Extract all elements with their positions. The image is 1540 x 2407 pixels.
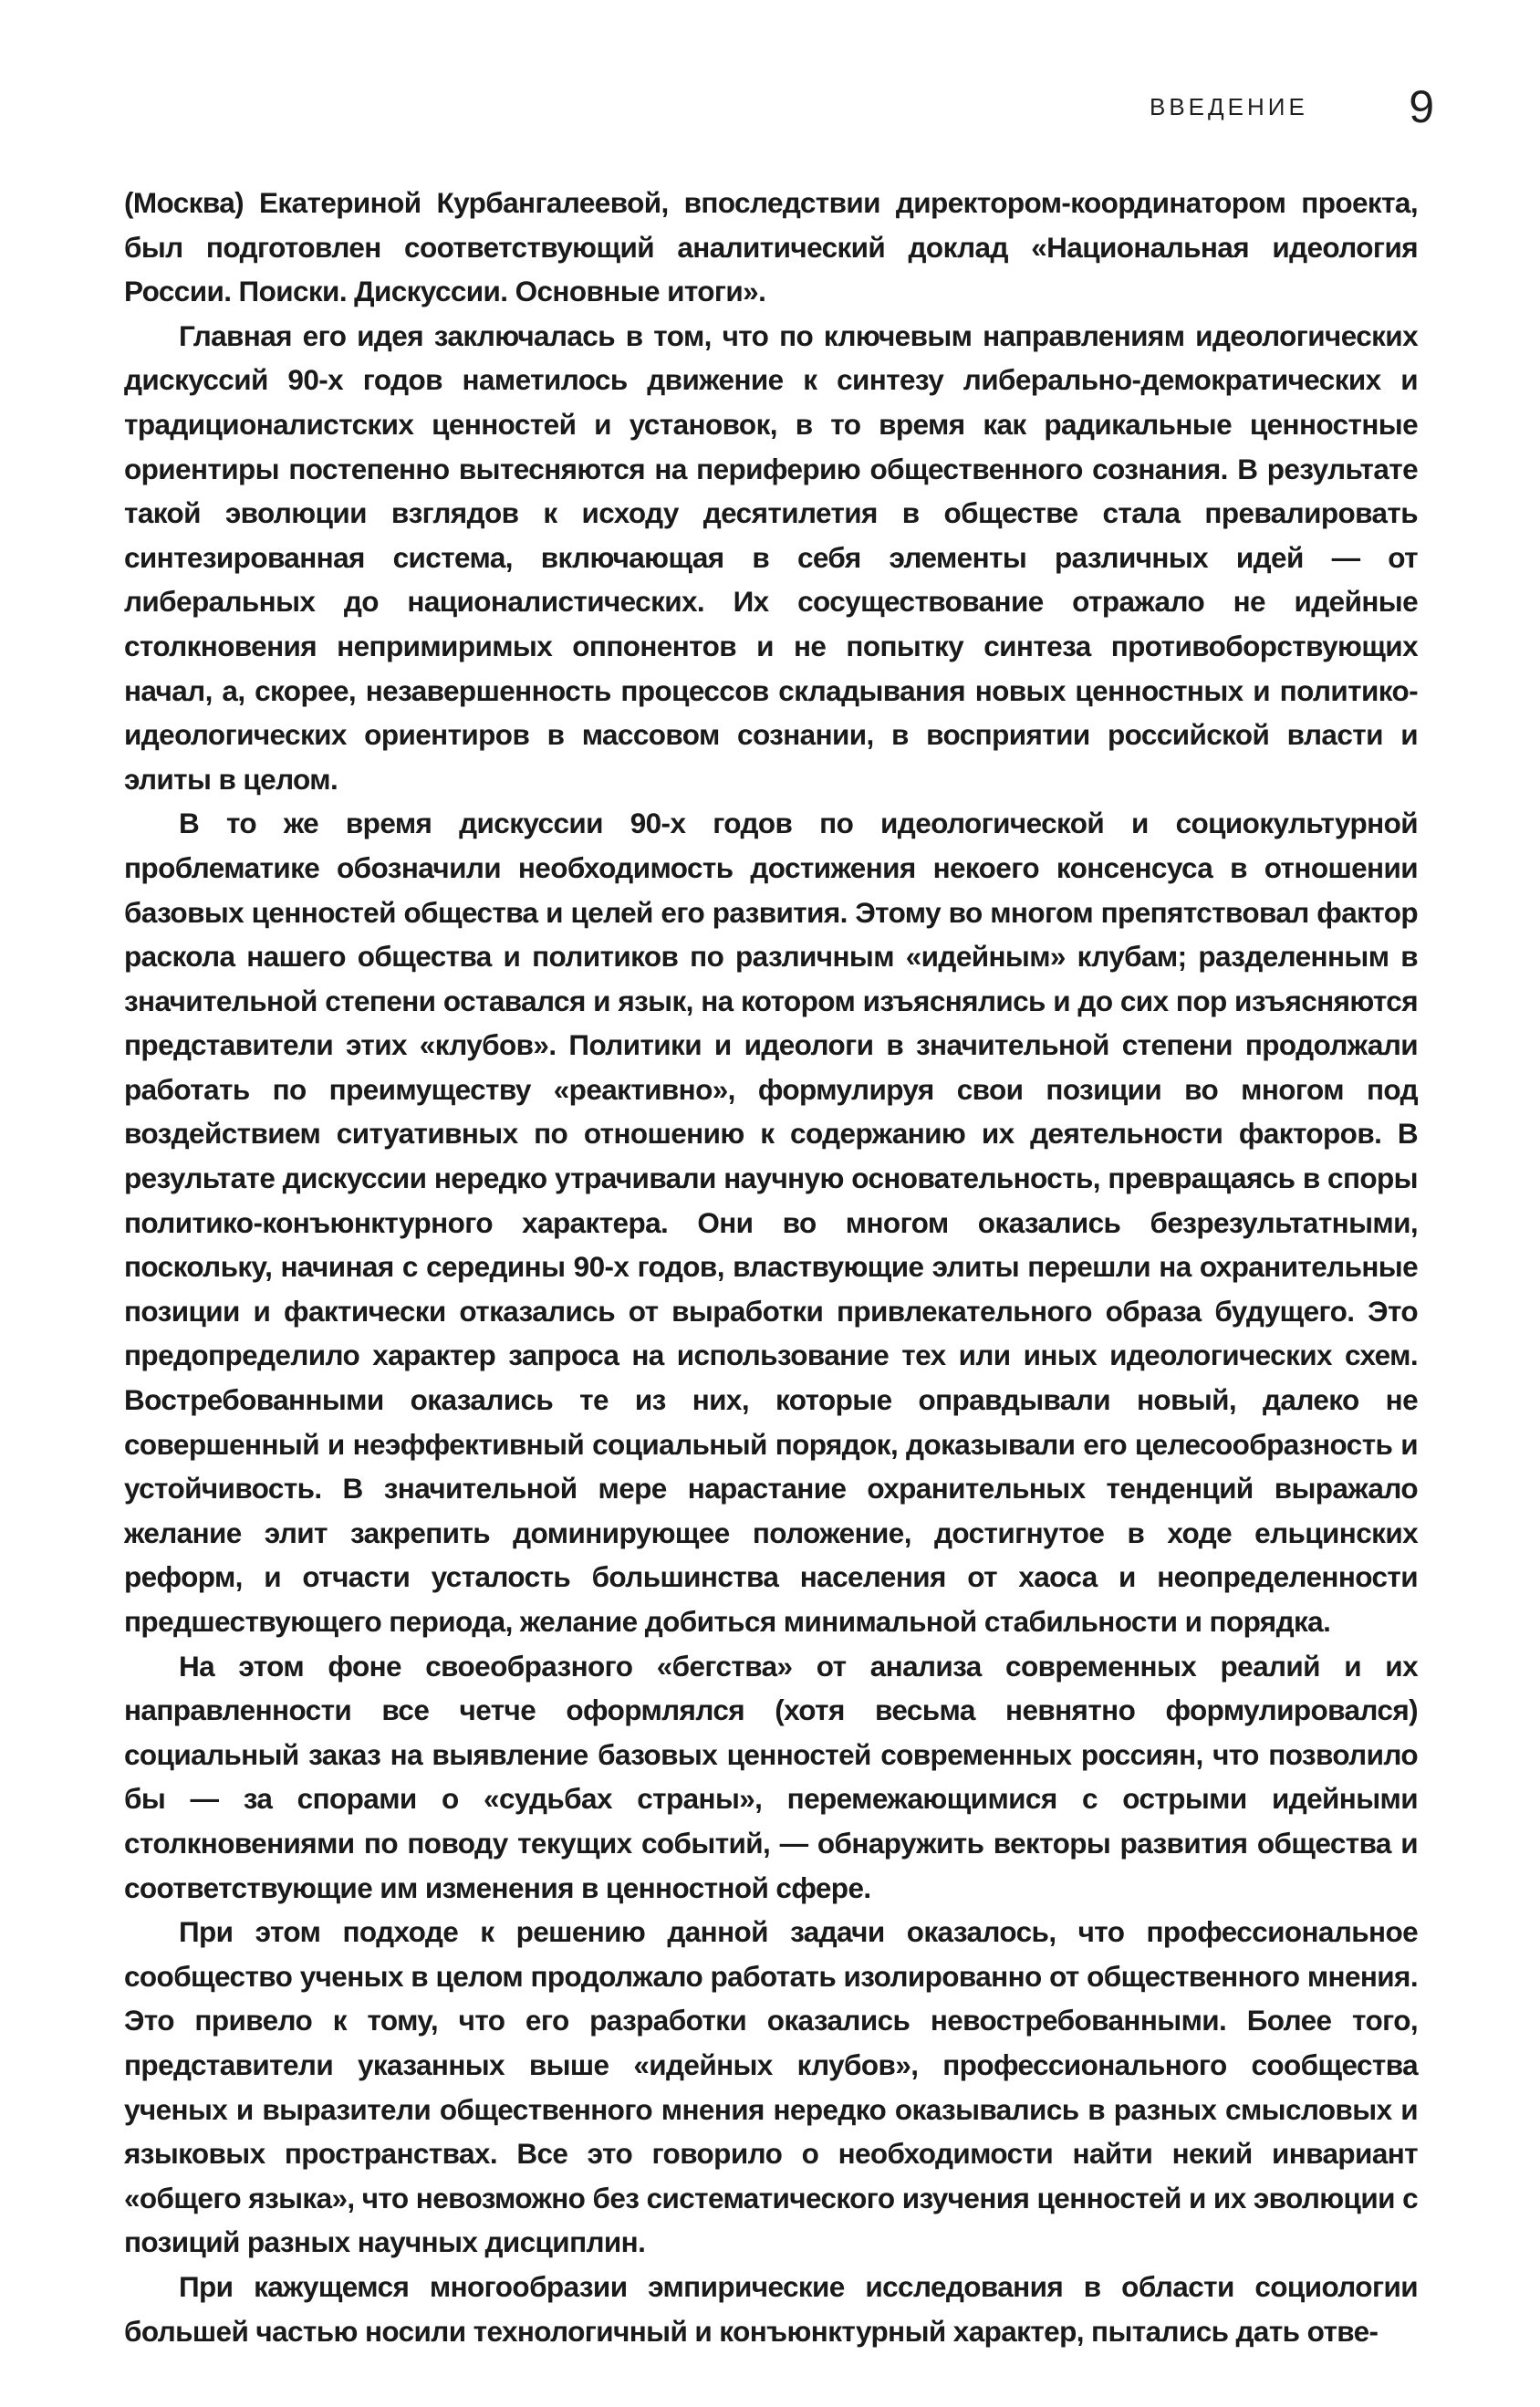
section-title: ВВЕДЕНИЕ: [1150, 93, 1308, 120]
paragraph-main-idea: Главная его идея заключалась в том, что по ключевым направлениям идеологических дискуссий 90-х годов наметилось движение к синтезу либерально-демократических и традиционалистских ценностей и установок, в то время как радикальные ценностные ориентиры постепенно вытесняются на периферию общественного сознания. В результате такой эволюции взглядов к исходу десятилетия в обществе стала превалировать синтезированная система, включающая в себя элементы различных идей — от либеральных до националистических. Их сосуществование отражало не идейные столкновения непримиримых оппонентов и не попытку синтеза противоборствующих начал, а, скорее, незавершенность процессов складывания новых ценностных и политико-идеологических ориентиров в массовом сознании, в восприятии российской власти и элиты в целом.: [124, 318, 1418, 796]
paragraph-empirical-research: При кажущемся многообразии эмпирические исследования в области социологии большей частью носили технологичный и конъюнктурный характер, пытались дать отве-: [124, 2269, 1418, 2348]
page-number: 9: [1409, 81, 1434, 132]
paragraph-continuation: (Москва) Екатериной Курбангалеевой, впоследствии директором-координатором проекта, был подготовлен соответствующий аналитический доклад «Национальная идеология России. Поиски. Дискуссии. Основные итоги».: [124, 186, 1418, 308]
paragraph-social-order: На этом фоне своеобразного «бегства» от анализа современных реалий и их направленности все четче оформлялся (хотя весьма невнятно формулировался) социальный заказ на выявление базовых ценностей современных россиян, что позволило бы — за спорами о «судьбах страны», перемежающимися с острыми идейными столкновениями по поводу текущих событий, — обнаружить векторы развития общества и соответствующие им изменения в ценностной сфере.: [124, 1649, 1418, 1904]
body-text: [124, 181, 1418, 2353]
paragraph-discussions-90s: В то же время дискуссии 90-х годов по идеологической и социокультурной проблематике обозначили необходимость достижения некоего консенсуса в отношении базовых ценностей общества и целей его развития. Этому во многом препятствовал фактор раскола нашего общества и политиков по различным «идейным» клубам; разделенным в значительной степени оставался и язык, на котором изъяснялись и до сих пор изъясняются представители этих «клубов». Политики и идеологи в значительной степени продолжали работать по преимуществу «реактивно», формулируя свои позиции во многом под воздействием ситуативных по отношению к содержанию их деятельности факторов. В результате дискуссии нередко утрачивали научную основательность, превращаясь в споры политико-конъюнктурного характера. Они во многом оказались безрезультатными, поскольку, начиная с середины 90-х годов, властвующие элиты перешли на охранительные позиции и фактически отказались от выработки привлекательного образа будущего. Это предопределило характер запроса на использование тех или иных идеологических схем. Востребованными оказались те из них, которые оправдывали новый, далеко не совершенный и неэффективный социальный порядок, доказывали его целесообразность и устойчивость. В значительной мере нарастание охранительных тенденций выражало желание элит закрепить доминирующее положение, достигнутое в ходе ельцинских реформ, и отчасти усталость большинства населения от хаоса и неопределенности предшествующего периода, желание добиться минимальной стабильности и порядка.: [124, 807, 1418, 1638]
running-head: [1104, 81, 1451, 148]
paragraph-professional-community: При этом подходе к решению данной задачи оказалось, что профессиональное сообщество ученых в целом продолжало работать изолированно от общественного мнения. Это привело к тому, что его разработки оказались невостребованными. Более того, представители указанных выше «идейных клубов», профессионального сообщества ученых и выразители общественного мнения нередко оказывались в разных смысловых и языковых пространствах. Все это говорило о необходимости найти некий инвариант «общего языка», что невозможно без систематического изучения ценностей и их эволюции с позиций разных научных дисциплин.: [124, 1915, 1418, 2259]
